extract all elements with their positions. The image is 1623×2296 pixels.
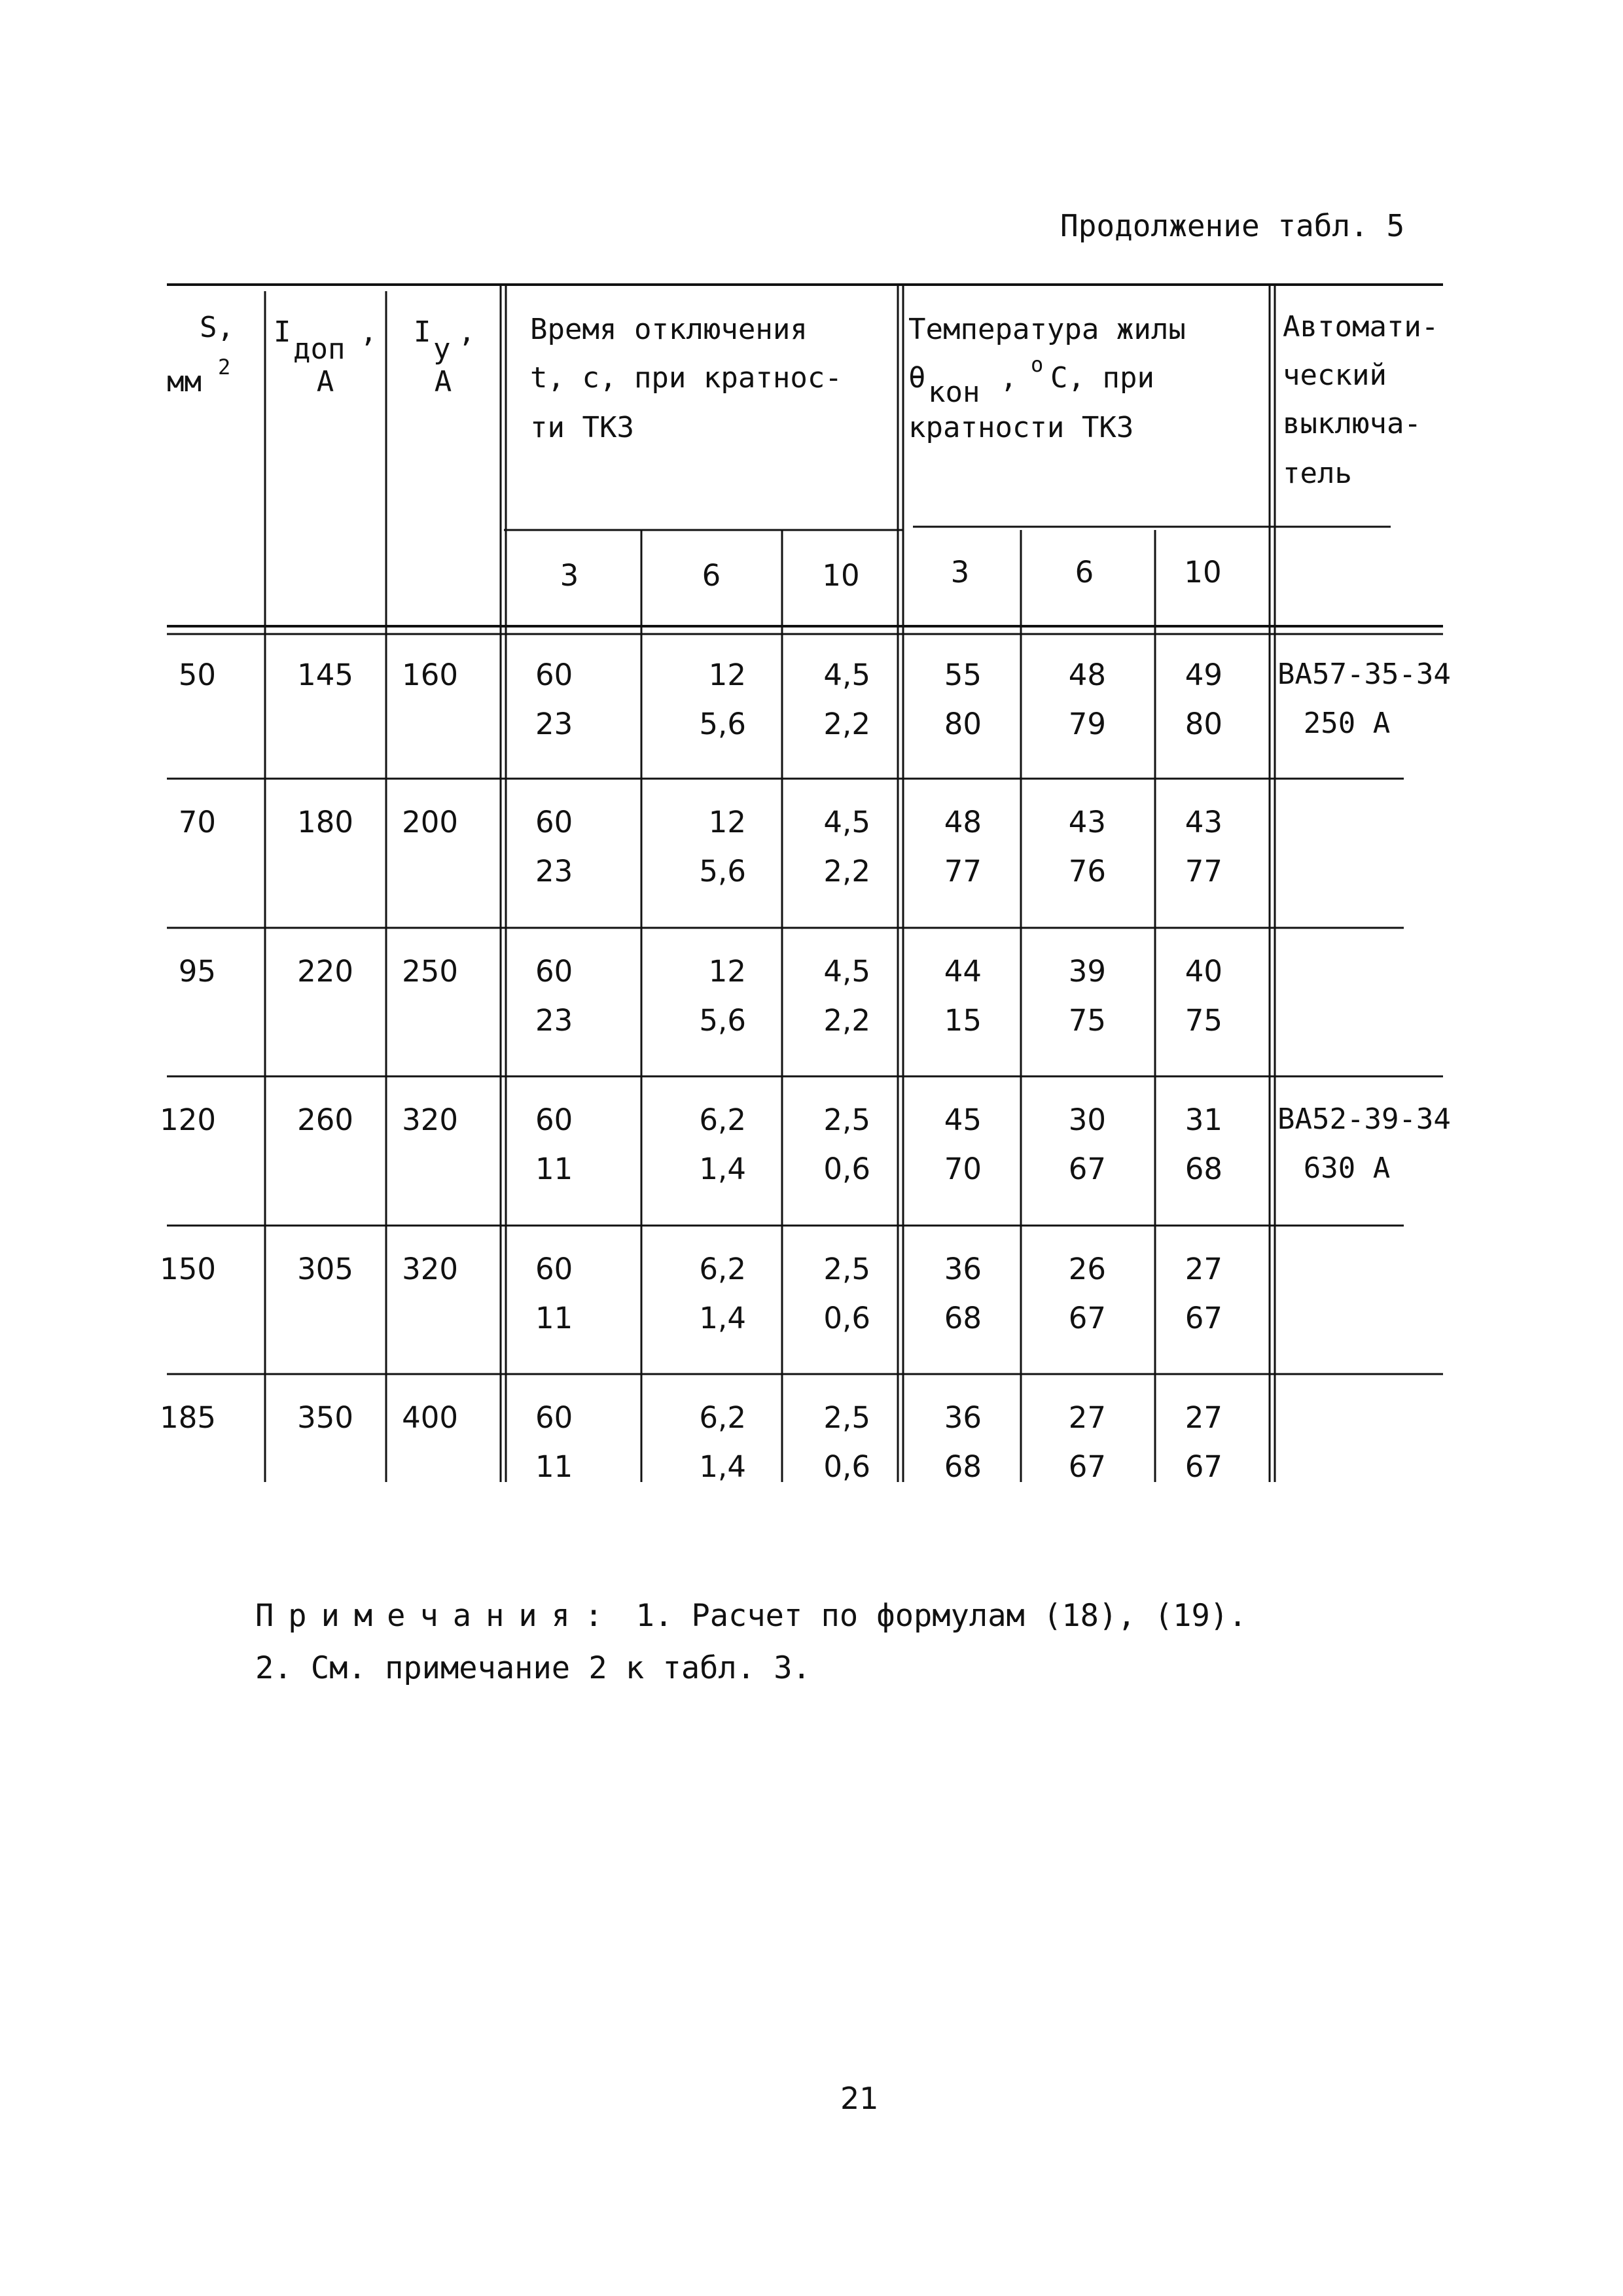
row-185-t6-b: 1,4 xyxy=(699,1449,746,1484)
row-95-th10-a: 40 xyxy=(1185,954,1222,989)
row-70-iy: 200 xyxy=(402,805,458,839)
row-120-t6-a: 6,2 xyxy=(699,1103,746,1137)
header-iy-main: I xyxy=(414,315,431,349)
row-185-th10-a: 27 xyxy=(1185,1400,1222,1435)
row-120-t3-a: 60 xyxy=(535,1103,573,1137)
row-95-th3-b: 15 xyxy=(944,1003,982,1038)
notes-label: Примечания: xyxy=(255,1598,618,1634)
row-50-t3-b: 23 xyxy=(535,707,573,741)
row-185-th3-a: 36 xyxy=(944,1400,982,1435)
row-185-iy: 400 xyxy=(402,1400,458,1435)
row-50-t6-a: 12 xyxy=(708,658,746,692)
row-70-idop: 180 xyxy=(297,805,353,839)
row-95-t10-a: 4,5 xyxy=(823,954,870,989)
row-70-t10-b: 2,2 xyxy=(823,854,870,889)
row-50-th3-b: 80 xyxy=(944,707,982,741)
row-95-idop: 220 xyxy=(297,954,353,989)
row-95-th3-a: 44 xyxy=(944,954,982,989)
row-150-t10-b: 0,6 xyxy=(823,1301,870,1335)
row-150-t3-b: 11 xyxy=(535,1301,573,1335)
row-185-th3-b: 68 xyxy=(944,1449,982,1484)
header-temp-sub: кон xyxy=(928,376,980,409)
header-temp-theta: θ xyxy=(908,361,926,395)
row-120-th3-a: 45 xyxy=(944,1103,982,1137)
row-150-t10-a: 2,5 xyxy=(823,1252,870,1286)
row-150-th3-b: 68 xyxy=(944,1301,982,1335)
row-95-iy: 250 xyxy=(402,954,458,989)
header-s: S, xyxy=(200,311,234,344)
row-70-t3-b: 23 xyxy=(535,854,573,889)
header-temp-deg: о xyxy=(1031,352,1044,377)
row-50-s: 50 xyxy=(178,658,216,692)
header-idop-unit: A xyxy=(316,365,334,398)
row-50-th10-b: 80 xyxy=(1185,707,1222,741)
row-185-t3-b: 11 xyxy=(535,1449,573,1484)
temp-multiplicity-10: 10 xyxy=(1184,555,1222,590)
row-120-iy: 320 xyxy=(402,1103,458,1137)
row-95-t6-a: 12 xyxy=(708,954,746,989)
header-breaker-line-3: выключа- xyxy=(1283,407,1421,440)
row-185-th10-b: 67 xyxy=(1185,1449,1222,1484)
page-number: 21 xyxy=(840,2081,879,2116)
table-text xyxy=(160,310,1451,1484)
row-120-th10-b: 68 xyxy=(1185,1152,1222,1186)
row-150-th3-a: 36 xyxy=(944,1252,982,1286)
row-120-breaker-rating: 630 А xyxy=(1303,1152,1391,1185)
row-120-t10-a: 2,5 xyxy=(823,1103,870,1137)
time-multiplicity-10: 10 xyxy=(822,558,860,593)
row-50-th3-a: 55 xyxy=(944,658,982,692)
row-150-idop: 305 xyxy=(297,1252,353,1286)
row-185-s: 185 xyxy=(160,1400,216,1435)
header-idop-main: I xyxy=(274,315,291,349)
time-multiplicity-6: 6 xyxy=(702,558,721,593)
row-120-th6-a: 30 xyxy=(1068,1103,1106,1137)
row-185-t6-a: 6,2 xyxy=(699,1400,746,1435)
row-150-s: 150 xyxy=(160,1252,216,1286)
row-70-th6-b: 76 xyxy=(1068,854,1106,889)
row-150-th6-b: 67 xyxy=(1068,1301,1106,1335)
temp-multiplicity-3: 3 xyxy=(950,555,970,590)
notes xyxy=(255,1590,1247,1695)
row-185-th6-a: 27 xyxy=(1068,1400,1106,1435)
row-150-t6-b: 1,4 xyxy=(699,1301,746,1335)
table-grid xyxy=(167,285,1443,1482)
header-time-line-1: Время отключения xyxy=(530,313,808,346)
header-temp-line-2-rest: С, при xyxy=(1050,361,1154,395)
row-50-breaker-rating: 250 А xyxy=(1303,707,1391,740)
header-time-line-2: t, c, при кратнос- xyxy=(530,361,842,395)
row-50-th6-b: 79 xyxy=(1068,707,1106,741)
row-120-t6-b: 1,4 xyxy=(699,1152,746,1186)
row-70-t6-b: 5,6 xyxy=(699,854,746,889)
row-70-s: 70 xyxy=(178,805,216,839)
row-185-t10-b: 0,6 xyxy=(823,1449,870,1484)
row-120-th3-b: 70 xyxy=(944,1152,982,1186)
continuation-title: Продолжение табл. 5 xyxy=(1060,208,1405,243)
row-50-th6-a: 48 xyxy=(1068,658,1106,692)
header-s-unit-sup: 2 xyxy=(218,355,231,380)
header-breaker-line-4: тель xyxy=(1283,457,1352,490)
row-120-idop: 260 xyxy=(297,1103,353,1137)
row-50-t10-b: 2,2 xyxy=(823,707,870,741)
header-breaker-line-1: Автомати- xyxy=(1283,310,1439,344)
row-150-t6-a: 6,2 xyxy=(699,1252,746,1286)
row-120-th6-b: 67 xyxy=(1068,1152,1106,1186)
row-120-s: 120 xyxy=(160,1103,216,1137)
row-95-t3-a: 60 xyxy=(535,954,573,989)
header-idop-comma: , xyxy=(360,315,378,349)
row-95-t6-b: 5,6 xyxy=(699,1003,746,1038)
row-95-th10-b: 75 xyxy=(1185,1003,1222,1038)
row-185-idop: 350 xyxy=(297,1400,353,1435)
row-70-t6-a: 12 xyxy=(708,805,746,839)
row-50-t6-b: 5,6 xyxy=(699,707,746,741)
row-70-th10-b: 77 xyxy=(1185,854,1222,889)
row-150-th10-b: 67 xyxy=(1185,1301,1222,1335)
row-120-t10-b: 0,6 xyxy=(823,1152,870,1186)
row-185-th6-b: 67 xyxy=(1068,1449,1106,1484)
header-iy-unit: A xyxy=(434,365,452,398)
row-95-th6-a: 39 xyxy=(1068,954,1106,989)
row-95-t10-b: 2,2 xyxy=(823,1003,870,1038)
row-50-iy: 160 xyxy=(402,658,458,692)
header-breaker-line-2: ческий xyxy=(1283,359,1387,392)
row-150-th6-a: 26 xyxy=(1068,1252,1106,1286)
header-temp-comma: , xyxy=(1000,361,1018,395)
row-120-th10-a: 31 xyxy=(1185,1103,1222,1137)
notes-line-1 xyxy=(255,1590,1247,1642)
time-multiplicity-3: 3 xyxy=(560,558,579,593)
header-time-line-3: ти ТКЗ xyxy=(530,411,634,444)
row-95-s: 95 xyxy=(178,954,216,989)
row-185-t10-a: 2,5 xyxy=(823,1400,870,1435)
row-70-th3-b: 77 xyxy=(944,854,982,889)
row-185-t3-a: 60 xyxy=(535,1400,573,1435)
notes-item-2: 2. См. примечание 2 к табл. 3. xyxy=(255,1650,811,1686)
notes-item-1: 1. Расчет по формулам (18), (19). xyxy=(635,1598,1247,1634)
header-idop-sub: доп xyxy=(293,332,346,366)
row-150-th10-a: 27 xyxy=(1185,1252,1222,1286)
row-70-t3-a: 60 xyxy=(535,805,573,839)
header-temp-line-3: кратности ТКЗ xyxy=(908,411,1134,444)
row-70-th6-a: 43 xyxy=(1068,805,1106,839)
row-120-breaker-type: ВА52-39-34 xyxy=(1277,1103,1451,1136)
row-120-t3-b: 11 xyxy=(535,1152,573,1186)
header-iy-comma: , xyxy=(458,315,476,349)
header-s-unit: мм xyxy=(167,365,202,398)
header-iy-sub: у xyxy=(433,332,451,366)
row-70-t10-a: 4,5 xyxy=(823,805,870,839)
row-50-th10-a: 49 xyxy=(1185,658,1222,692)
row-50-idop: 145 xyxy=(297,658,353,692)
row-95-th6-b: 75 xyxy=(1068,1003,1106,1038)
row-150-t3-a: 60 xyxy=(535,1252,573,1286)
row-50-t3-a: 60 xyxy=(535,658,573,692)
row-50-t10-a: 4,5 xyxy=(823,658,870,692)
row-95-t3-b: 23 xyxy=(535,1003,573,1038)
temp-multiplicity-6: 6 xyxy=(1075,555,1094,590)
row-50-breaker-type: ВА57-35-34 xyxy=(1277,658,1451,691)
header-temp-line-1: Температура жилы xyxy=(908,313,1186,346)
row-150-iy: 320 xyxy=(402,1252,458,1286)
row-70-th10-a: 43 xyxy=(1185,805,1222,839)
row-70-th3-a: 48 xyxy=(944,805,982,839)
